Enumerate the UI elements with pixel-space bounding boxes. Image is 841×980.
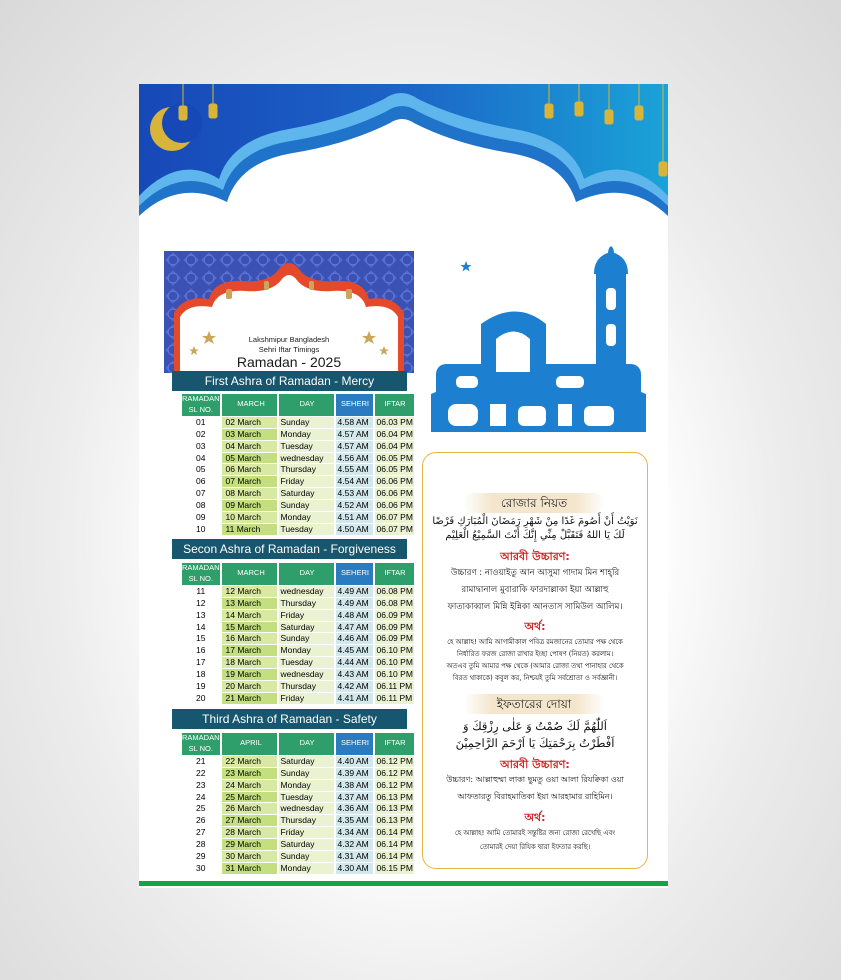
header-iftar: IFTAR: [375, 563, 414, 585]
cell-iftar: 06.11 PM: [376, 692, 413, 703]
cell-no: 20: [196, 692, 206, 703]
table-row: [182, 598, 414, 609]
cell-day: Tuesday: [279, 524, 334, 535]
banner-location: Lakshmipur Bangladesh: [248, 335, 330, 344]
cell-day: wednesday: [279, 803, 334, 814]
cell-iftar: 06.07 PM: [376, 523, 413, 534]
table-row: [182, 524, 414, 535]
cell-date: 25 March: [222, 792, 277, 803]
cell-no: 02: [196, 428, 206, 439]
cell-day: Thursday: [279, 598, 334, 609]
header-month: MARCH: [222, 563, 277, 585]
cell-no: 21: [196, 755, 206, 766]
cell-date: 21 March: [222, 693, 277, 704]
cell-iftar: 06.08 PM: [376, 585, 413, 596]
cell-no: 15: [196, 633, 206, 644]
niyat-meaning-3: অতএব তুমি আমার পক্ষ থেকে (আমার রোজা তথা পানাহার থেকে: [446, 662, 624, 670]
cell-no: 13: [196, 609, 206, 620]
cell-iftar: 06.10 PM: [376, 645, 413, 656]
cell-iftar: 06.04 PM: [376, 440, 413, 451]
iftar-pron-2: আফতারতু বিরাহমাতিকা ইয়া আরহামার রাহিমিন।: [457, 792, 613, 801]
cell-iftar: 06.06 PM: [376, 476, 413, 487]
cell-no: 27: [196, 827, 206, 838]
table-row: [182, 417, 414, 428]
cell-day: Friday: [279, 610, 334, 621]
cell-date: 16 March: [222, 633, 277, 644]
ashra-1-title: First Ashra of Ramadan - Mercy: [172, 371, 407, 391]
cell-seheri: 4.41 AM: [336, 693, 373, 704]
cell-day: Saturday: [279, 756, 334, 767]
cell-no: 17: [196, 657, 206, 668]
cell-iftar: 06.08 PM: [376, 597, 413, 608]
cell-no: 11: [196, 585, 206, 596]
cell-seheri: 4.44 AM: [336, 657, 373, 668]
cell-iftar: 06.12 PM: [376, 767, 413, 778]
header-seheri: SEHERI: [336, 563, 373, 585]
cell-iftar: 06.11 PM: [376, 681, 413, 692]
cell-date: 13 March: [222, 598, 277, 609]
cell-day: Tuesday: [279, 657, 334, 668]
cell-seheri: 4.36 AM: [336, 803, 373, 814]
cell-seheri: 4.40 AM: [336, 756, 373, 767]
cell-day: Monday: [279, 512, 334, 523]
cell-no: 19: [196, 681, 206, 692]
cell-iftar: 06.06 PM: [376, 500, 413, 511]
niyat-arabic-1: نَوَيْتُ أَنْ أَصُومَ غَدًا مِنْ شَهْرِ رَمَضَانَ الْمُبَارَكِ فَرْضًا: [432, 516, 638, 527]
cell-seheri: 4.37 AM: [336, 792, 373, 803]
table-row: [182, 780, 414, 791]
cell-date: 29 March: [222, 839, 277, 850]
cell-seheri: 4.50 AM: [336, 524, 373, 535]
cell-date: 15 March: [222, 622, 277, 633]
cell-date: 11 March: [222, 524, 277, 535]
cell-day: Monday: [279, 863, 334, 874]
cell-iftar: 06.14 PM: [376, 827, 413, 838]
cell-no: 04: [196, 452, 206, 463]
cell-seheri: 4.56 AM: [336, 453, 373, 464]
table-row: [182, 803, 414, 814]
iftar-pron-label: আরবী উচ্চারণ:: [500, 758, 570, 771]
cell-iftar: 06.12 PM: [376, 755, 413, 766]
cell-day: Sunday: [279, 633, 334, 644]
header-no: RAMADAN SL NO.: [182, 394, 220, 414]
header-iftar: IFTAR: [375, 394, 414, 416]
ashra-2-table: [180, 562, 416, 705]
timings-banner: [164, 251, 414, 373]
cell-seheri: 4.42 AM: [336, 681, 373, 692]
ashra-2-title: Secon Ashra of Ramadan - Forgiveness: [172, 539, 407, 559]
cell-no: 29: [196, 851, 206, 862]
niyat-meaning-2: নির্ধারিত ফরজ রোজা রাখার ইচ্ছা পোষণ (নিয়ত) করলাম।: [456, 650, 614, 658]
cell-no: 03: [196, 440, 206, 451]
cell-date: 12 March: [222, 586, 277, 597]
table-row: [182, 768, 414, 779]
cell-seheri: 4.38 AM: [336, 780, 373, 791]
cell-iftar: 06.05 PM: [376, 452, 413, 463]
cell-day: Monday: [279, 645, 334, 656]
cell-seheri: 4.53 AM: [336, 488, 373, 499]
cell-date: 02 March: [222, 417, 277, 428]
table-row: [182, 441, 414, 452]
cell-seheri: 4.48 AM: [336, 610, 373, 621]
cell-day: Thursday: [279, 464, 334, 475]
cell-day: Sunday: [279, 851, 334, 862]
cell-no: 23: [196, 779, 206, 790]
cell-day: wednesday: [279, 586, 334, 597]
cell-date: 04 March: [222, 441, 277, 452]
cell-date: 14 March: [222, 610, 277, 621]
cell-day: Friday: [279, 693, 334, 704]
cell-day: Sunday: [279, 768, 334, 779]
header-month: MARCH: [222, 394, 277, 416]
cell-date: 19 March: [222, 669, 277, 680]
niyat-arabic-2: لَكَ يَا اللهُ فَتَقَبَّلْ مِنِّي إِنَّكَ أَنْتَ السَّمِيْعُ الْعَلِيْم: [445, 530, 625, 541]
cell-iftar: 06.07 PM: [376, 512, 413, 523]
cell-no: 06: [196, 476, 206, 487]
cell-date: 31 March: [222, 863, 277, 874]
header-day: DAY: [279, 394, 334, 416]
cell-seheri: 4.39 AM: [336, 768, 373, 779]
cell-day: Saturday: [279, 622, 334, 633]
table-row: [182, 512, 414, 523]
cell-iftar: 06.03 PM: [376, 416, 413, 427]
table-row: [182, 464, 414, 475]
table-header: [182, 733, 414, 755]
cell-day: Monday: [279, 429, 334, 440]
cell-seheri: 4.34 AM: [336, 827, 373, 838]
niyat-meaning-1: হে আল্লাহ! আমি আগামীকাল পবিত্র রমজানের তোমার পক্ষ থেকে: [447, 638, 623, 646]
footer-line: [139, 881, 668, 886]
cell-seheri: 4.52 AM: [336, 500, 373, 511]
cell-day: Thursday: [279, 681, 334, 692]
ashra-3-title: Third Ashra of Ramadan - Safety: [172, 709, 407, 729]
table-row: [182, 453, 414, 464]
cell-date: 26 March: [222, 803, 277, 814]
cell-iftar: 06.13 PM: [376, 791, 413, 802]
table-row: [182, 500, 414, 511]
table-row: [182, 681, 414, 692]
table-row: [182, 429, 414, 440]
cell-seheri: 4.47 AM: [336, 622, 373, 633]
cell-day: Thursday: [279, 815, 334, 826]
cell-no: 05: [196, 464, 206, 475]
cell-date: 23 March: [222, 768, 277, 779]
table-header: [182, 394, 414, 416]
cell-iftar: 06.13 PM: [376, 815, 413, 826]
header-seheri: SEHERI: [336, 733, 373, 755]
cell-day: Monday: [279, 780, 334, 791]
cell-no: 30: [196, 862, 206, 873]
poster: [139, 84, 668, 888]
cell-no: 07: [196, 488, 206, 499]
cell-iftar: 06.09 PM: [376, 609, 413, 620]
cell-no: 14: [196, 621, 206, 632]
cell-day: Saturday: [279, 488, 334, 499]
cell-date: 03 March: [222, 429, 277, 440]
header-day: DAY: [279, 733, 334, 755]
cell-no: 18: [196, 669, 206, 680]
cell-iftar: 06.14 PM: [376, 839, 413, 850]
cell-seheri: 4.49 AM: [336, 586, 373, 597]
header-seheri: SEHERI: [336, 394, 373, 416]
cell-no: 24: [196, 791, 206, 802]
cell-day: Tuesday: [279, 441, 334, 452]
ashra-3-table: [180, 732, 416, 875]
table-row: [182, 827, 414, 838]
banner-subtitle: Sehri Iftar Timings: [258, 345, 320, 354]
crescent-icon: [455, 278, 476, 294]
cell-no: 10: [196, 523, 206, 534]
cell-no: 09: [196, 512, 206, 523]
table-row: [182, 815, 414, 826]
cell-seheri: 4.55 AM: [336, 464, 373, 475]
cell-date: 17 March: [222, 645, 277, 656]
cell-day: Sunday: [279, 500, 334, 511]
table-row: [182, 792, 414, 803]
cell-iftar: 06.13 PM: [376, 803, 413, 814]
cell-no: 28: [196, 839, 206, 850]
table-row: [182, 622, 414, 633]
cell-iftar: 06.14 PM: [376, 851, 413, 862]
table-row: [182, 756, 414, 767]
niyat-pron-2: রামাদ্বানাল মুবারাকি ফারদাল্লাকা ইয়া আল্লাহু: [461, 585, 609, 595]
cell-no: 22: [196, 767, 206, 778]
cell-date: 20 March: [222, 681, 277, 692]
cell-date: 08 March: [222, 488, 277, 499]
cell-seheri: 4.54 AM: [336, 476, 373, 487]
cell-iftar: 06.15 PM: [376, 862, 413, 873]
cell-seheri: 4.57 AM: [336, 429, 373, 440]
iftar-dua-heading: ইফতারের দোয়া: [463, 694, 605, 714]
cell-date: 05 March: [222, 453, 277, 464]
cell-iftar: 06.12 PM: [376, 779, 413, 790]
cell-day: Sunday: [279, 417, 334, 428]
niyat-pron-label: আরবী উচ্চারণ:: [500, 550, 570, 563]
cell-iftar: 06.09 PM: [376, 633, 413, 644]
cell-day: wednesday: [279, 453, 334, 464]
table-row: [182, 645, 414, 656]
table-row: [182, 476, 414, 487]
niyat-pron-1: উচ্চারণ : নাওয়াইতু আন আসুমা গাদাম মিন শাহ্‌রি: [450, 568, 620, 578]
cell-seheri: 4.32 AM: [336, 839, 373, 850]
table-row: [182, 669, 414, 680]
cell-no: 01: [196, 416, 206, 427]
cell-iftar: 06.06 PM: [376, 488, 413, 499]
cell-seheri: 4.49 AM: [336, 598, 373, 609]
ramadan-calligraphy-logo: [426, 244, 651, 449]
cell-no: 16: [196, 645, 206, 656]
cell-date: 27 March: [222, 815, 277, 826]
iftar-pron-1: উচ্চারণ: আল্লাহুম্মা লাকা ছুমতু ওয়া আলা রিযক্বিকা ওয়া: [446, 775, 624, 784]
header-no: RAMADAN SL NO.: [182, 733, 220, 753]
cell-date: 24 March: [222, 780, 277, 791]
cell-date: 06 March: [222, 464, 277, 475]
table-row: [182, 633, 414, 644]
niyat-pron-3: ফাতাকাব্বাল মিন্নি ইন্নিকা আনতাস সামিউল আলিম।: [447, 602, 623, 612]
cell-day: wednesday: [279, 669, 334, 680]
table-header: [182, 563, 414, 585]
cell-date: 09 March: [222, 500, 277, 511]
iftar-meaning-1: হে আল্লাহ! আমি তোমারই সন্তুষ্টির জন্য রোজা রেখেছি এবং: [454, 829, 616, 837]
cell-seheri: 4.46 AM: [336, 633, 373, 644]
table-row: [182, 851, 414, 862]
table-row: [182, 488, 414, 499]
cell-no: 08: [196, 500, 206, 511]
table-row: [182, 839, 414, 850]
cell-no: 25: [196, 803, 206, 814]
header-day: DAY: [279, 563, 334, 585]
dua-card: [422, 452, 648, 869]
iftar-meaning-label: অর্থ:: [524, 811, 546, 824]
table-row: [182, 610, 414, 621]
cell-seheri: 4.35 AM: [336, 815, 373, 826]
cell-iftar: 06.10 PM: [376, 669, 413, 680]
cell-no: 12: [196, 597, 206, 608]
cell-seheri: 4.30 AM: [336, 863, 373, 874]
cell-day: Saturday: [279, 839, 334, 850]
cell-seheri: 4.51 AM: [336, 512, 373, 523]
table-row: [182, 693, 414, 704]
iftar-arabic-2: اَفْطَرْتُ بِرَحْمَتِكَ يَا اَرْحَمَ الرَّاحِمِيْنَ: [455, 736, 615, 750]
header-iftar: IFTAR: [375, 733, 414, 755]
niyat-heading: রোজার নিয়ত: [463, 493, 605, 513]
cell-seheri: 4.57 AM: [336, 441, 373, 452]
niyat-meaning-label: অর্থ:: [524, 620, 546, 633]
niyat-meaning-4: বিরত থাকাকে) কবুল কর, নিশ্চয়ই তুমি সর্বশ্রোতা ও সর্বজ্ঞানী।: [452, 674, 618, 682]
cell-day: Friday: [279, 476, 334, 487]
header-month: APRIL: [222, 733, 277, 755]
cell-date: 28 March: [222, 827, 277, 838]
cell-iftar: 06.09 PM: [376, 621, 413, 632]
cell-day: Friday: [279, 827, 334, 838]
ashra-1-table: [180, 393, 416, 536]
banner-title: Ramadan - 2025: [236, 354, 342, 370]
cell-date: 18 March: [222, 657, 277, 668]
cell-seheri: 4.45 AM: [336, 645, 373, 656]
cell-seheri: 4.31 AM: [336, 851, 373, 862]
cell-date: 22 March: [222, 756, 277, 767]
table-row: [182, 586, 414, 597]
cell-seheri: 4.58 AM: [336, 417, 373, 428]
iftar-meaning-2: তোমারই দেয়া রিযিক দ্বারা ইফতার করছি।: [479, 843, 591, 851]
cell-date: 07 March: [222, 476, 277, 487]
header-arch: [139, 84, 668, 254]
cell-date: 30 March: [222, 851, 277, 862]
table-row: [182, 863, 414, 874]
cell-iftar: 06.10 PM: [376, 657, 413, 668]
cell-day: Tuesday: [279, 792, 334, 803]
cell-iftar: 06.04 PM: [376, 428, 413, 439]
header-no: RAMADAN SL NO.: [182, 563, 220, 583]
cell-seheri: 4.43 AM: [336, 669, 373, 680]
table-row: [182, 657, 414, 668]
cell-iftar: 06.05 PM: [376, 464, 413, 475]
iftar-arabic-1: اَللّٰهُمَّ لَكَ صُمْتُ وَ عَلٰى رِزْقِكَ وَ: [463, 719, 607, 733]
cell-no: 26: [196, 815, 206, 826]
cell-date: 10 March: [222, 512, 277, 523]
